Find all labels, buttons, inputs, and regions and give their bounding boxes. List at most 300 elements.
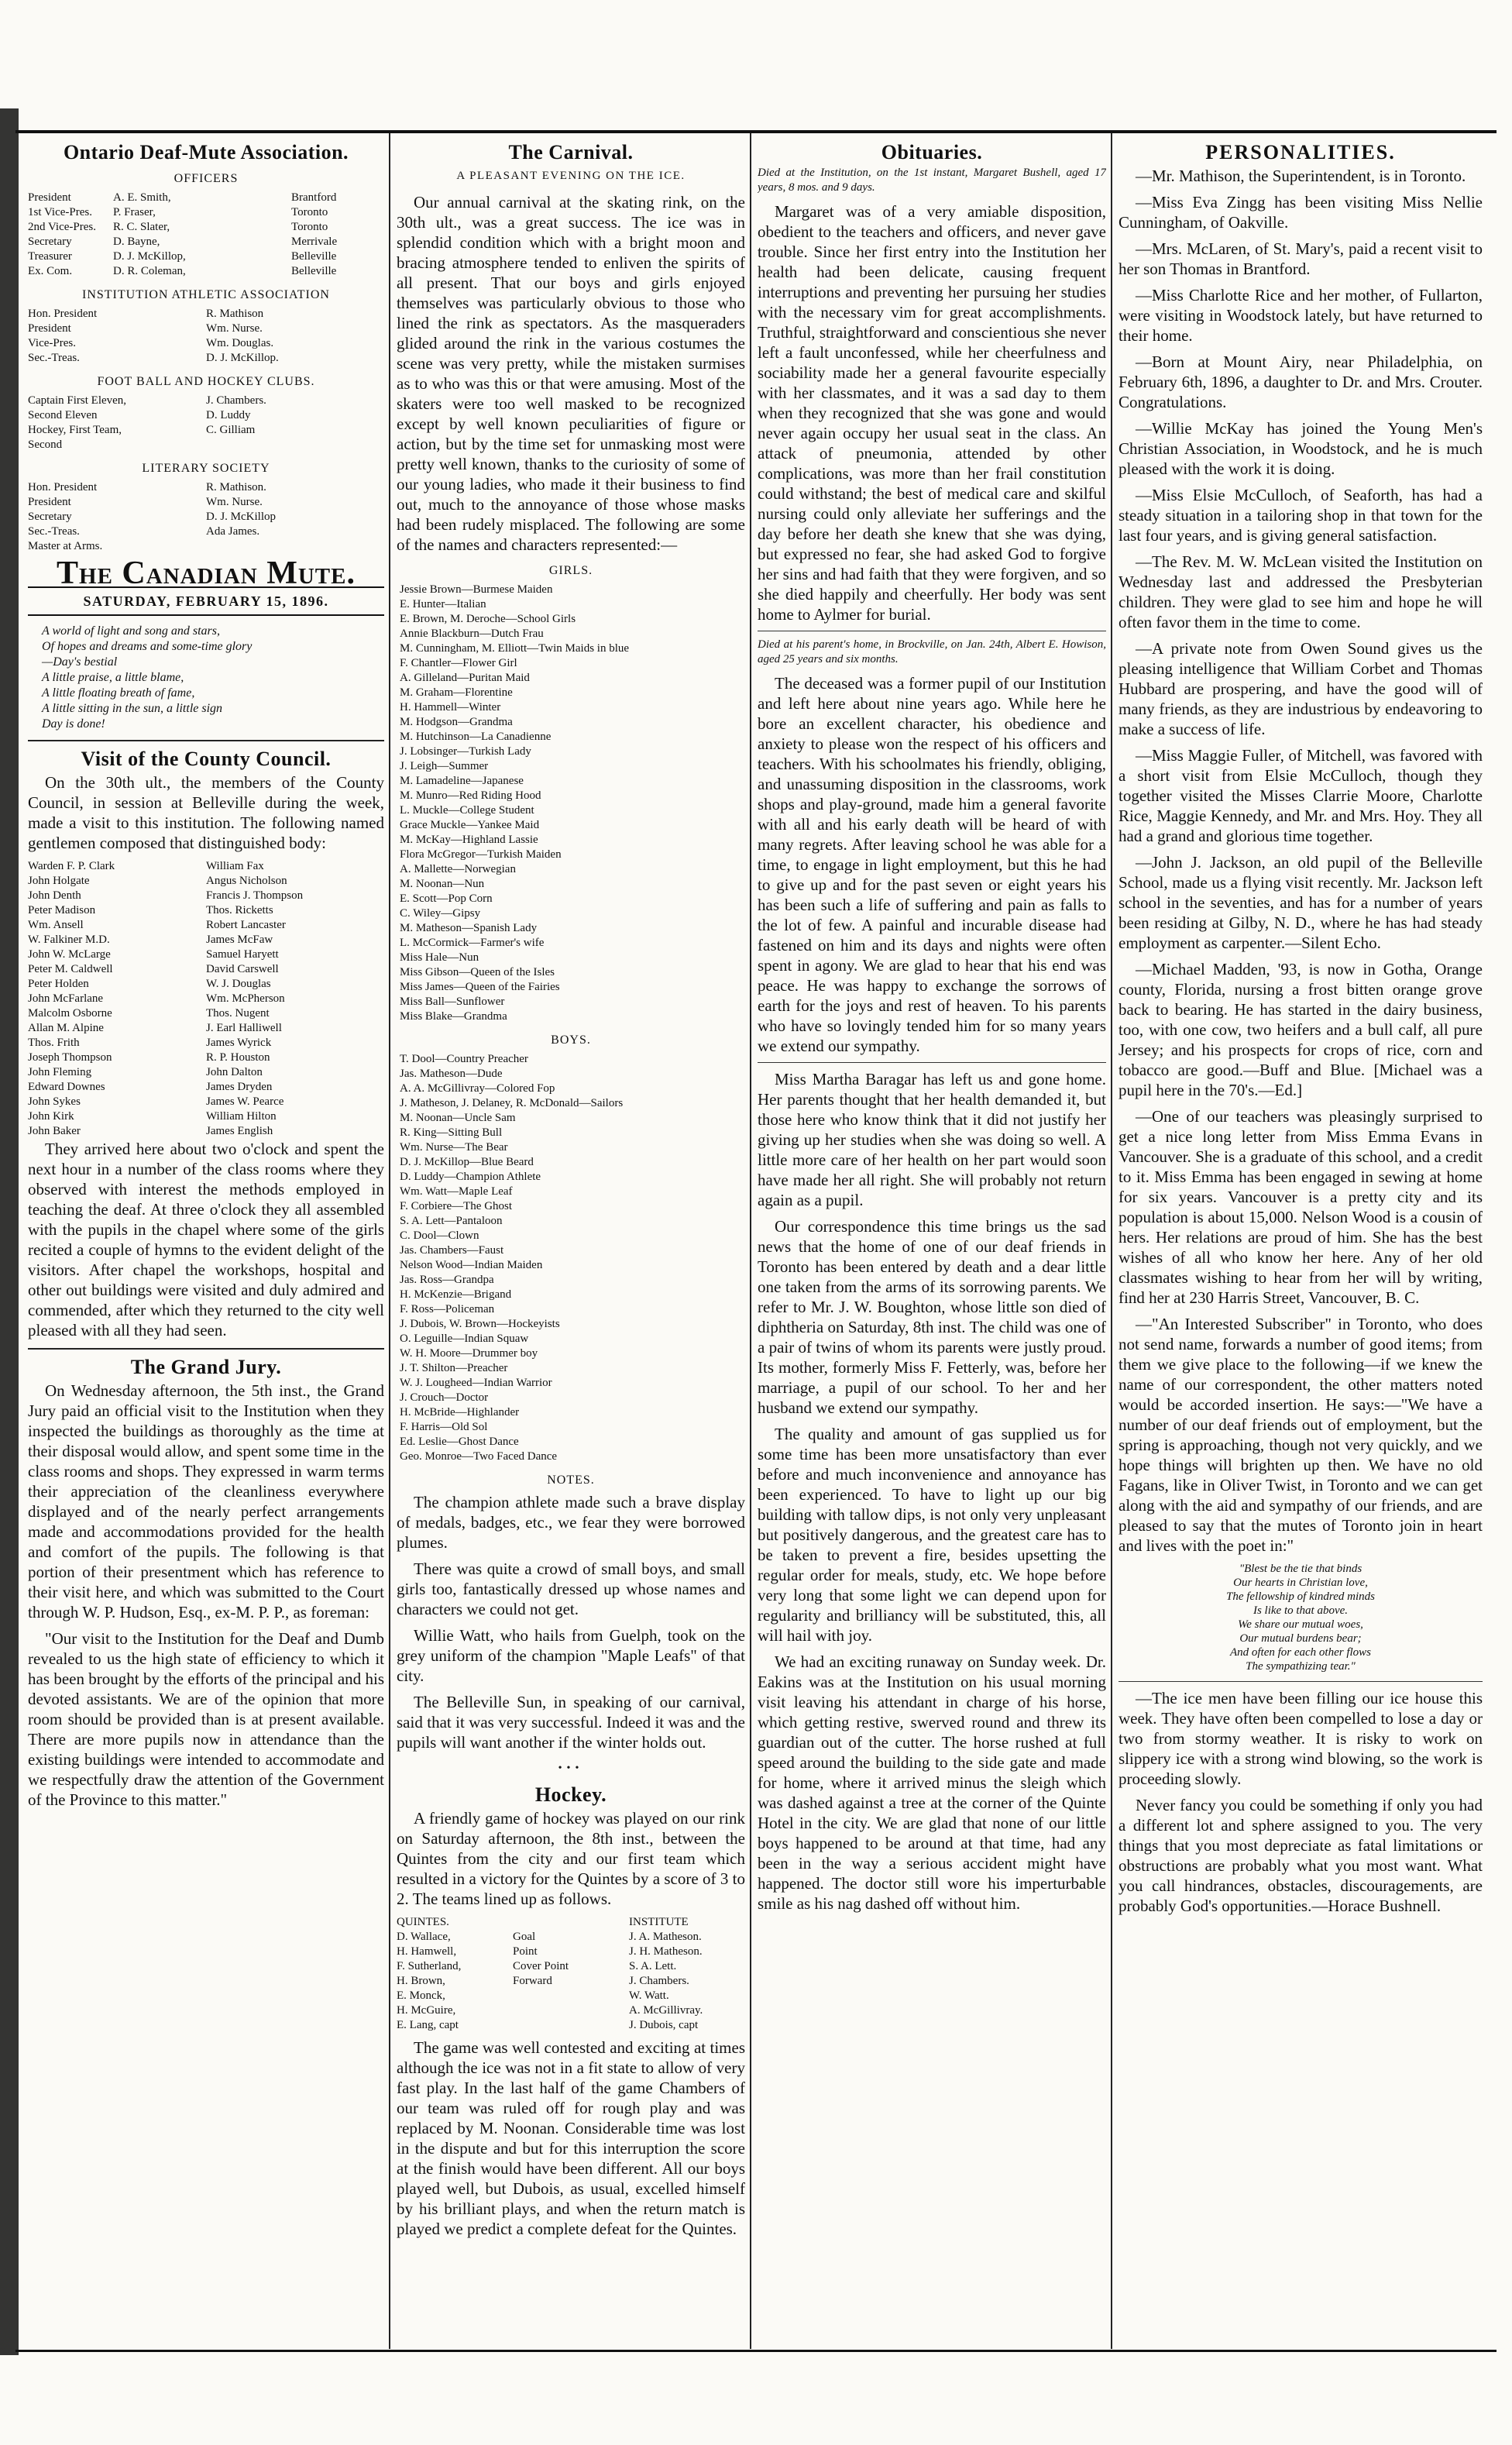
councillor-name: William Fax <box>206 860 264 872</box>
personal-item: —Miss Charlotte Rice and her mother, of Fullarton, were visiting in Woodstock lately, but have returned to their home. <box>1119 286 1483 345</box>
clubs-role: Captain First Eleven, <box>28 394 127 407</box>
councillor-name: Samuel Haryett <box>206 948 279 961</box>
councillor-name: Thos. Nugent <box>206 1007 270 1020</box>
costume-entry: H. McKenzie—Brigand <box>400 1288 512 1301</box>
councillor-row <box>28 947 384 962</box>
team-cell: J. Chambers. <box>629 1975 689 1987</box>
divider <box>1119 1681 1483 1682</box>
costume-entry: F. Corbiere—The Ghost <box>400 1200 513 1212</box>
councillor-row <box>28 933 384 947</box>
athletic-name: D. J. McKillop. <box>206 352 279 364</box>
team-cell: E. Lang, capt <box>397 2019 459 2031</box>
athletic-name: R. Mathison <box>206 308 264 320</box>
costume-entry: W. J. Lougheed—Indian Warrior <box>400 1377 552 1389</box>
clubs-role: Second <box>28 438 63 451</box>
costume-entry: Jas. Chambers—Faust <box>400 1244 504 1257</box>
costume-entry: Miss James—Queen of the Fairies <box>400 981 560 993</box>
top-rule <box>15 130 1497 133</box>
team-row <box>397 2003 745 2018</box>
literary-role: President <box>28 496 71 508</box>
bottom-rule <box>15 2350 1497 2352</box>
athletic-name: Wm. Nurse. <box>206 322 263 335</box>
councillor-row <box>28 962 384 977</box>
athletic-row <box>28 322 384 336</box>
jury-paragraph: On Wednesday afternoon, the 5th inst., the Grand Jury paid an official visit to the Institution when they inspected the buildings as thoroughly as the time at their disposal would allow, and spent some time in the class rooms and shops. They expressed in warm terms their appreciation of the cleanliness everywhere displayed and of the nearly perfect arrangements made and accommodations provided for the health and comfort of the pupils. The following is that portion of their presentment which has reference to their visit here, and which was submitted to the Court through W. P. Hudson, Esq., ex-M. P. P., as foreman: <box>28 1381 384 1621</box>
news-paragraph: The quality and amount of gas supplied us for some time has been more unsatisfactory than ever before and much inconvenience and annoyance has been experienced. To have to light up our big building with tallow dips, is not only very unpleasant but positively dangerous, and the greatest care has to be taken to prevent a fire, besides upsetting the regular order for meals, study, etc. We hope before very long that some light we can depend upon for regularity and brilliancy will be substituted, this, all will hail with joy. <box>758 1425 1106 1645</box>
councillor-name: John Baker <box>28 1125 81 1137</box>
dateline: SATURDAY, FEBRUARY 15, 1896. <box>28 586 384 616</box>
personalities-list <box>1119 166 1483 1556</box>
councillor-name: Wm. Ansell <box>28 919 84 931</box>
costume-entry: E. Hunter—Italian <box>400 598 486 610</box>
costume-entry: Geo. Monroe—Two Faced Dance <box>400 1450 558 1463</box>
team-row <box>397 1945 745 1959</box>
officer-role: President <box>28 191 71 204</box>
costume-entry: H. McBride—Highlander <box>400 1406 520 1419</box>
girls-label: GIRLS. <box>548 564 593 577</box>
masthead: The Canadian Mute. <box>57 555 356 591</box>
notes-label: NOTES. <box>547 1474 595 1487</box>
costume-entry: J. Leigh—Summer <box>400 760 489 772</box>
visit-paragraph: On the 30th ult., the members of the County Council, in session at Belleville during the week, made a visit to this institution. The following named gentlemen composed that distinguished body: <box>28 773 384 852</box>
athletic-role: Sec.-Treas. <box>28 352 80 364</box>
costume-entry: T. Dool—Country Preacher <box>400 1053 528 1065</box>
team-cell: A. McGillivray. <box>629 2004 703 2017</box>
costume-entry: F. Ross—Policeman <box>400 1303 495 1315</box>
councillor-name: Wm. McPherson <box>206 992 285 1005</box>
poem-line: We share our mutual woes, <box>1238 1618 1363 1631</box>
jury-title: The Grand Jury. <box>130 1356 282 1378</box>
obituary-paragraph: The deceased was a former pupil of our Institution and left here about nine years ago. While here he bore an excellent character, his obedience and anxiety to please won the respect of his officers and teachers. With his schoolmates his friendly, obliging, and unassuming disposition in the classrooms, work shops and play-ground, made him a general favorite with all and his early death will be heard of with many regrets. After leaving school he was able for a time, to engage in light employment, but this he had to give up and for the past seven or eight years his has been such a life of suffering and pain as falls to the lot of few. A painful and incurable disease had fastened on him and its days and nights were often spent in agony. We are glad to hear that his end was peace. He was happy to exchange the sorrows of earth for the joys and rest of heaven. To his parents who have so lovingly tended him for so many years we extend our sympathy. <box>758 674 1106 1055</box>
councillor-name: Warden F. P. Clark <box>28 860 115 872</box>
councillor-row <box>28 1006 384 1021</box>
personal-item: —Mr. Mathison, the Superintendent, is in Toronto. <box>1136 167 1466 185</box>
team-cell: H. Brown, <box>397 1975 445 1987</box>
poem-line: Our hearts in Christian love, <box>1233 1577 1368 1589</box>
personal-item: —One of our teachers was pleasingly surprised to get a nice long letter from Miss Emma Evans in Vancouver. She is a graduate of this school, and a credit to it. Miss Emma has been engaged in sewing at home for six years. Vancouver is a pretty city and its population is about 15,000. Nelson Wood is a cousin of hers. Her relations are proud of him. She has the best wishes of all who know her here. Any of her old classmates wishing to hear from her will by writing, find her at 230 Harris Street, Vancouver, B. C. <box>1119 1107 1483 1307</box>
divider <box>758 1062 1106 1063</box>
masthead-poem <box>42 624 384 732</box>
clubs-role: Second Eleven <box>28 409 98 421</box>
councillor-name: Peter M. Caldwell <box>28 963 113 975</box>
poem-line: The sympathizing tear." <box>1246 1660 1356 1673</box>
councillor-name: William Hilton <box>206 1110 277 1123</box>
team-cell: W. Watt. <box>629 1989 669 2002</box>
poem-line: Day is done! <box>42 717 105 731</box>
costume-entry: F. Harris—Old Sol <box>400 1421 488 1433</box>
councillor-name: John Sykes <box>28 1095 81 1108</box>
poem-line: Our mutual burdens bear; <box>1239 1632 1362 1645</box>
officer-role: Treasurer <box>28 250 72 263</box>
note-paragraph: Willie Watt, who hails from Guelph, took on the grey uniform of the champion "Maple Leafs" of that city. <box>397 1626 745 1685</box>
clubs-list <box>28 394 384 452</box>
officer-row <box>28 235 384 249</box>
death-notice: Died at the Institution, on the 1st instant, Margaret Bushell, aged 17 years, 8 mos. and 9 days. <box>758 167 1106 194</box>
councillor-row <box>28 1095 384 1109</box>
costume-entry: M. Noonan—Nun <box>400 878 485 890</box>
officer-place: Toronto <box>291 221 328 233</box>
literary-role: Hon. President <box>28 481 98 493</box>
costume-entry: M. Lamadeline—Japanese <box>400 775 524 787</box>
poem-line: A world of light and song and stars, <box>42 624 220 638</box>
carnival-subtitle: A PLEASANT EVENING ON THE ICE. <box>456 170 686 182</box>
costume-entry: Jessie Brown—Burmese Maiden <box>400 583 553 596</box>
costume-entry: Flora McGregor—Turkish Maiden <box>400 848 562 861</box>
councillor-name: Joseph Thompson <box>28 1051 112 1064</box>
costume-entry: D. Luddy—Champion Athlete <box>400 1171 541 1183</box>
clubs-name: D. Luddy <box>206 409 251 421</box>
councillor-name: Thos. Frith <box>28 1037 80 1049</box>
team-cell <box>513 2003 629 2018</box>
personal-item: —Miss Eva Zingg has been visiting Miss Nellie Cunningham, of Oakville. <box>1119 193 1483 232</box>
costume-entry: Grace Muckle—Yankee Maid <box>400 819 540 831</box>
costume-entry: Jas. Matheson—Dude <box>400 1068 503 1080</box>
clubs-name <box>206 438 384 452</box>
clubs-row <box>28 408 384 423</box>
councillor-name: Malcolm Osborne <box>28 1007 112 1020</box>
hymn-poem <box>1119 1562 1483 1673</box>
team-cell: Goal <box>513 1931 536 1943</box>
team-cell: Forward <box>513 1975 552 1987</box>
team-header-row <box>397 1915 745 1930</box>
news-paragraph: Miss Martha Baragar has left us and gone home. Her parents thought that her health demanded it, but those here who know think that it did not justify her giving up her studies when she was doing so well. A little more care of her health on her part would soon have made her all right. She will probably not return again as a pupil. <box>758 1070 1106 1209</box>
costume-entry: E. Scott—Pop Corn <box>400 892 493 905</box>
officer-place: Toronto <box>291 206 328 218</box>
obituary-paragraph: Margaret was of a very amiable disposition, obedient to the teachers and officers, and never gave trouble. Since her first entry into the Institution her health had been delicate, causing frequent interruptions and preventing her pursuing her studies with the necessary vim for great accomplishments. Truthful, straightforward and conscientious she never left a fault unconfessed, while her cheerfulness and sociability made her a general favourite especially with her classmates, and it was a sad day to them when they recognized that she was gone and would never again occupy her usual seat in the class. An attack of pneumonia, attended by other complications, was more than her frail constitution could withstand; the best of medical care and skilful nursing could only alleviate her sufferings and the day before her death she knew that she was dying, but expressed no fear, she had asked God to forgive her sins and had faith that they were forgiven, and so she died happily and cheerfully. Her body was sent home to Aylmer for burial. <box>758 202 1106 624</box>
councillor-row <box>28 1124 384 1139</box>
councillor-name: John Kirk <box>28 1110 74 1123</box>
costume-entry: M. Munro—Red Riding Hood <box>400 789 541 802</box>
councillor-row <box>28 1109 384 1124</box>
costume-entry: F. Chantler—Flower Girl <box>400 657 517 669</box>
officer-place: Belleville <box>291 250 337 263</box>
athletic-row <box>28 336 384 351</box>
column-4 <box>1119 138 1483 2346</box>
costume-entry: S. A. Lett—Pantaloon <box>400 1215 503 1227</box>
councillor-name: R. P. Houston <box>206 1051 270 1064</box>
personal-item: —Mrs. McLaren, of St. Mary's, paid a recent visit to her son Thomas in Brantford. <box>1119 239 1483 278</box>
athletic-row <box>28 351 384 366</box>
councillor-row <box>28 918 384 933</box>
councillor-name: W. J. Douglas <box>206 978 271 990</box>
personal-item: —Miss Maggie Fuller, of Mitchell, was favored with a short visit from Elsie McCulloch, though they together visited the Misses Clarrie Moore, Charlotte Rice, Maggie Kennedy, and Mr. and Mrs. Hoy. They all had a grand and glorious time together. <box>1119 746 1483 845</box>
costume-entry: M. Noonan—Uncle Sam <box>400 1112 516 1124</box>
clubs-role: Hockey, First Team, <box>28 424 122 436</box>
team-cell: J. Dubois, capt <box>629 2019 699 2031</box>
column-3 <box>758 138 1106 2346</box>
column-rule <box>1111 133 1112 2349</box>
literary-name: R. Mathison. <box>206 481 266 493</box>
councillor-name: Francis J. Thompson <box>206 889 304 902</box>
clubs-row <box>28 423 384 438</box>
councillor-name: John Dalton <box>206 1066 263 1078</box>
personal-item: —Willie McKay has joined the Young Men's Christian Association, in Woodstock, and he is much pleased with the work it is doing. <box>1119 419 1483 478</box>
literary-name: D. J. McKillop <box>206 511 276 523</box>
visit-paragraph: They arrived here about two o'clock and spent the next hour in a number of the class rooms where they observed with interest the methods employed in teaching the deaf. At three o'clock they all assembled with the pupils in the chapel where some of the girls recited a couple of hymns to the evident delight of the visitors. After chapel the workshops, hospital and other out buildings were visited and duly admired and commended, after which they returned to the city well pleased with all they had seen. <box>28 1140 384 1339</box>
officer-row <box>28 264 384 279</box>
athletic-role: Hon. President <box>28 308 98 320</box>
costume-entry: Wm. Watt—Maple Leaf <box>400 1185 513 1198</box>
literary-role: Sec.-Treas. <box>28 525 80 538</box>
officer-row <box>28 220 384 235</box>
girls-list <box>400 583 745 1024</box>
officer-role: Secretary <box>28 236 72 248</box>
literary-row <box>28 480 384 495</box>
closing-paragraph: Never fancy you could be something if only you had a different lot and sphere assigned to you. The very things that you most depreciate as fatal limitations or obstructions are probably what you most want. What you call hindrances, obstacles, discouragements, are probably God's opportunities.—Horace Bushnell. <box>1119 1796 1483 1915</box>
carnival-title: The Carnival. <box>508 141 634 163</box>
ice-paragraph: —The ice men have been filling our ice house this week. They have often been compelled to lose a day or two from stormy weather. It is risky to work on slippery ice with a strong wind blowing, so the work is proceeding slowly. <box>1119 1689 1483 1788</box>
councillor-name: Robert Lancaster <box>206 919 286 931</box>
poem-line: Of hopes and dreams and some-time glory <box>42 640 253 653</box>
divider <box>28 740 384 741</box>
athletic-title: INSTITUTION ATHLETIC ASSOCIATION <box>82 288 330 301</box>
clubs-name: C. Gilliam <box>206 424 256 436</box>
officer-name: D. J. McKillop, <box>113 250 186 263</box>
councillor-row <box>28 1051 384 1065</box>
column-rule <box>750 133 751 2349</box>
literary-role: Master at Arms. <box>28 540 103 552</box>
costume-entry: R. King—Sitting Bull <box>400 1126 503 1139</box>
carnival-paragraph: Our annual carnival at the skating rink, on the 30th ult., was a great success. The ice was in splendid condition which with a bright moon and bracing atmosphere tended to enliven the spirits of all present. That our boys and girls enjoyed themselves was particularly obvious to those who lined the rink as spectators. As the masqueraders glided around the rink in the various costumes the scene was very pretty, while the mistaken surmises as to who was this or that were amusing. Most of the skaters were too well masked to be recognized except by well known peculiarities of figure or action, but by the time set for unmasking most were pretty well known, thanks to the curiosity of some of our young ladies, who made it their business to find out, much to the annoyance of those whose masks had been rudely misplaced. The following are some of the names and characters represented:— <box>397 193 745 554</box>
literary-title: LITERARY SOCIETY <box>142 462 270 475</box>
team-cell: J. H. Matheson. <box>629 1945 703 1958</box>
officer-role: Ex. Com. <box>28 265 73 277</box>
officer-role: 2nd Vice-Pres. <box>28 221 96 233</box>
literary-row <box>28 510 384 524</box>
hockey-title: Hockey. <box>534 1783 607 1806</box>
costume-entry: M. Graham—Florentine <box>400 686 513 699</box>
costume-entry: J. Dubois, W. Brown—Hockeyists <box>400 1318 560 1330</box>
officer-name: D. R. Coleman, <box>113 265 186 277</box>
costume-entry: M. Matheson—Spanish Lady <box>400 922 538 934</box>
hockey-paragraph: The game was well contested and exciting at times although the ice was not in a fit state to allow of very fast play. In the last half of the game Chambers of our team was ruled off for rough play and was replaced by M. Noonan. Considerable time was lost in the dispute and but for this interruption the score at the finish would have been different. All our boys played well, but Dubois, as usual, excelled himself by his brilliant plays, and when the return match is played we predict a complete defeat for the Quintes. <box>397 2038 745 2238</box>
councillor-name: Peter Holden <box>28 978 89 990</box>
costume-entry: M. Cunningham, M. Elliott—Twin Maids in blue <box>400 642 630 655</box>
team-row <box>397 2018 745 2033</box>
poem-line: A little sitting in the sun, a little sign <box>42 702 223 715</box>
athletic-role: President <box>28 322 71 335</box>
personal-item: —Born at Mount Airy, near Philadelphia, on February 6th, 1896, a daughter to Dr. and Mrs. Crouter. Congratulations. <box>1119 352 1483 411</box>
literary-row <box>28 539 384 554</box>
councillor-name: Peter Madison <box>28 904 96 916</box>
clubs-name: J. Chambers. <box>206 394 266 407</box>
costume-entry: C. Wiley—Gipsy <box>400 907 481 920</box>
costume-entry: Miss Ball—Sunflower <box>400 996 505 1008</box>
councillor-name: J. Earl Halliwell <box>206 1022 282 1034</box>
costume-entry: Jas. Ross—Grandpa <box>400 1274 494 1286</box>
costume-entry: O. Leguille—Indian Squaw <box>400 1333 529 1345</box>
team-cell <box>513 2018 629 2033</box>
councillor-row <box>28 889 384 903</box>
councillor-name: W. Falkiner M.D. <box>28 934 110 946</box>
literary-name <box>206 539 384 554</box>
personal-item: —John J. Jackson, an old pupil of the Belleville School, made us a flying visit recently. Mr. Jackson left school in the seventies, and has for a number of years been residing at Gilby, N. D., where he has had steady employment as carpenter.—Silent Echo. <box>1119 853 1483 952</box>
costume-entry: J. Lobsinger—Turkish Lady <box>400 745 531 758</box>
costume-entry: A. Mallette—Norwegian <box>400 863 516 875</box>
costume-entry: J. T. Shilton—Preacher <box>400 1362 508 1374</box>
poem-line: Is like to that above. <box>1253 1604 1349 1617</box>
column-2 <box>397 138 745 2346</box>
team-row <box>397 1989 745 2003</box>
personal-item: —The Rev. M. W. McLean visited the Institution on Wednesday last and addressed the Presbyterian children. They were glad to see him and hope he will often favor them in the time to come. <box>1119 552 1483 631</box>
column-rule <box>389 133 390 2349</box>
councillor-name: James W. Pearce <box>206 1095 284 1108</box>
team-lineup <box>397 1915 745 2033</box>
personal-item: —A private note from Owen Sound gives us the pleasing intelligence that William Corbet and Thomas Hubbard are prospering, and have the good will of many friends, as they are industrious by endeavoring to make a success of life. <box>1119 639 1483 738</box>
team-cell: J. A. Matheson. <box>629 1931 702 1943</box>
costume-entry: L. Muckle—College Student <box>400 804 534 817</box>
costume-entry: Miss Hale—Nun <box>400 951 479 964</box>
literary-list <box>28 480 384 554</box>
athletic-list <box>28 307 384 366</box>
costume-entry: Miss Blake—Grandma <box>400 1010 507 1023</box>
officer-row <box>28 191 384 205</box>
councillor-name: John Holgate <box>28 875 90 887</box>
team-cell <box>513 1989 629 2003</box>
councillor-row <box>28 977 384 992</box>
boys-label: BOYS. <box>551 1033 591 1047</box>
costume-entry: A. A. McGillivray—Colored Fop <box>400 1082 555 1095</box>
team-header: INSTITUTE <box>629 1916 689 1928</box>
costume-entry: H. Hammell—Winter <box>400 701 501 714</box>
councillor-name: James McFaw <box>206 934 273 946</box>
councillor-row <box>28 1065 384 1080</box>
officer-name: R. C. Slater, <box>113 221 170 233</box>
athletic-name: Wm. Douglas. <box>206 337 274 349</box>
councillor-row <box>28 992 384 1006</box>
officer-place: Belleville <box>291 265 337 277</box>
news-paragraph: Our correspondence this time brings us the sad news that the home of one of our deaf friends in Toronto has been entered by death and a dear little one taken from the arms of its sorrowing parents. We refer to Mr. J. W. Boughton, whose little son died of diphtheria on Saturday, 8th inst. The child was one of a pair of twins of whom its parents were justly proud. Its mother, formerly Miss F. Fetterly, was, before her marriage, a pupil of our school. To her and her husband we extend our sympathy. <box>758 1217 1106 1417</box>
councillor-name: David Carswell <box>206 963 279 975</box>
team-cell: H. Hamwell, <box>397 1945 457 1958</box>
costume-entry: L. McCormick—Farmer's wife <box>400 937 545 949</box>
councillor-name: John Denth <box>28 889 81 902</box>
costume-entry: Nelson Wood—Indian Maiden <box>400 1259 543 1271</box>
poem-line: —Day's bestial <box>42 655 118 669</box>
divider <box>28 1348 384 1350</box>
costume-entry: W. H. Moore—Drummer boy <box>400 1347 538 1360</box>
team-header: QUINTES. <box>397 1916 449 1928</box>
councillor-name: Allan M. Alpine <box>28 1022 104 1034</box>
team-cell: H. McGuire, <box>397 2004 456 2017</box>
councillor-name: John McFarlane <box>28 992 104 1005</box>
team-cell: E. Monck, <box>397 1989 445 2002</box>
athletic-row <box>28 307 384 322</box>
costume-entry: E. Brown, M. Deroche—School Girls <box>400 613 576 625</box>
poem-line: The fellowship of kindred minds <box>1226 1590 1375 1603</box>
poem-line: A little praise, a little blame, <box>42 671 184 684</box>
literary-row <box>28 524 384 539</box>
councillor-name: John Fleming <box>28 1066 92 1078</box>
personal-item: —"An Interested Subscriber" in Toronto, who does not send name, forwards a number of good items; from them we give place to the following—if we knew the name of our correspondent, the other matters noted would be accorded insertion. He says:—"We have a number of our deaf friends out of employment, but the spring is approaching, though not very quickly, and we hope things will brighten up then. We have no old Fagans, like in Oliver Twist, in Toronto and we can get along with the aid and sympathy of our friends, and are pleased to say that the mutes of Toronto join in heart and lives with the poet in:" <box>1119 1315 1483 1555</box>
officer-role: 1st Vice-Pres. <box>28 206 92 218</box>
literary-name: Ada James. <box>206 525 260 538</box>
boys-list <box>400 1052 745 1464</box>
councillors-list <box>28 859 384 1139</box>
costume-entry: M. Hodgson—Grandma <box>400 716 513 728</box>
literary-name: Wm. Nurse. <box>206 496 263 508</box>
literary-role: Secretary <box>28 511 72 523</box>
news-paragraph: We had an exciting runaway on Sunday week. Dr. Eakins was at the Institution on his usual morning visit leaving his attendant in charge of his horse, which getting restive, swerved round and threw its guardian out of the cutter. The horse rushed at full speed around the building to the side gate and made for home, where it arrived minus the sleigh which was dashed against a tree at the corner of the Quinte Hotel in the city. We are glad that none of our little boys happened to be around at that time, had any been in the way a serious accident might have happened. The doctor still wore his imperturbable smile as his nag dashed off without him. <box>758 1652 1106 1913</box>
costume-entry: M. McKay—Highland Lassie <box>400 834 538 846</box>
officer-row <box>28 249 384 264</box>
costume-entry: J. Crouch—Doctor <box>400 1391 489 1404</box>
officer-place: Merrivale <box>291 236 338 248</box>
association-title: Ontario Deaf-Mute Association. <box>63 141 349 163</box>
officer-name: P. Fraser, <box>113 206 156 218</box>
team-cell: D. Wallace, <box>397 1931 451 1943</box>
clubs-row <box>28 438 384 452</box>
costume-entry: Wm. Nurse—The Bear <box>400 1141 508 1154</box>
hockey-paragraph: A friendly game of hockey was played on our rink on Saturday afternoon, the 8th inst., between the Quintes from the city and our first team which resulted in a victory for the Quintes by a score of 3 to 2. The teams lined up as follows. <box>397 1809 745 1908</box>
councillor-name: Angus Nicholson <box>206 875 287 887</box>
poem-line: "Blest be the tie that binds <box>1239 1563 1363 1575</box>
literary-row <box>28 495 384 510</box>
clubs-row <box>28 394 384 408</box>
costume-entry: Annie Blackburn—Dutch Frau <box>400 628 544 640</box>
obituaries-title: Obituaries. <box>881 141 983 163</box>
councillor-name: Thos. Ricketts <box>206 904 273 916</box>
column-1 <box>28 138 384 2346</box>
costume-entry: A. Gilleland—Puritan Maid <box>400 672 530 684</box>
councillor-row <box>28 874 384 889</box>
councillor-name: James Wyrick <box>206 1037 272 1049</box>
costume-entry: D. J. McKillop—Blue Beard <box>400 1156 534 1168</box>
poem-line: A little floating breath of fame, <box>42 686 195 700</box>
councillor-row <box>28 903 384 918</box>
councillor-row <box>28 859 384 874</box>
councillor-name: John W. McLarge <box>28 948 111 961</box>
officer-row <box>28 205 384 220</box>
councillor-row <box>28 1080 384 1095</box>
scan-edge <box>0 108 19 2355</box>
costume-entry: M. Hutchinson—La Canadienne <box>400 731 552 743</box>
death-notice: Died at his parent's home, in Brockville, on Jan. 24th, Albert E. Howison, aged 25 years and six months. <box>758 638 1106 665</box>
officer-name: A. E. Smith, <box>113 191 171 204</box>
team-cell: S. A. Lett. <box>629 1960 677 1972</box>
team-row <box>397 1959 745 1974</box>
officers-label: OFFICERS <box>174 172 239 185</box>
councillor-name: James Dryden <box>206 1081 273 1093</box>
councillor-name: Edward Downes <box>28 1081 105 1093</box>
team-cell: Point <box>513 1945 538 1958</box>
poem-line: And often for each other flows <box>1229 1646 1372 1659</box>
visit-title: Visit of the County Council. <box>81 748 332 770</box>
officer-place: Brantford <box>291 191 337 204</box>
costume-entry: J. Matheson, J. Delaney, R. McDonald—Sailors <box>400 1097 624 1109</box>
personal-item: —Michael Madden, '93, is now in Gotha, Orange county, Florida, nursing a frost bitten orange grove back to bearing. He has started in the dairy business, too, with one cow, two heifers and a bull calf, all pure Jersey; and his prospects for crops of rice, corn and tobacco are good.—Buff and Blue. [Michael was a pupil here in the 70's.—Ed.] <box>1119 960 1483 1099</box>
clubs-title: FOOT BALL AND HOCKEY CLUBS. <box>97 375 315 388</box>
team-cell: F. Sutherland, <box>397 1960 462 1972</box>
personal-item: —Miss Elsie McCulloch, of Seaforth, has had a steady situation in a tailoring shop in that town for the last four years, and is giving general satisfaction. <box>1119 486 1483 545</box>
councillor-row <box>28 1036 384 1051</box>
note-paragraph: There was quite a crowd of small boys, and small girls too, fantastically dressed up whose names and characters we could not get. <box>397 1560 745 1618</box>
athletic-role: Vice-Pres. <box>28 337 76 349</box>
note-paragraph: The Belleville Sun, in speaking of our carnival, said that it was very successful. Indeed it was and the pupils will want another if the winter holds out. <box>397 1693 745 1752</box>
jury-paragraph: "Our visit to the Institution for the Deaf and Dumb revealed to us the high state of efficiency to which it has been brought by the efforts of the principal and his devoted assistants. We are of the opinion that more room should be provided than is at present available. There are more pupils now in attendance than the existing buildings were intended to accommodate and we respectfully draw the attention of the Government of the Province to this matter." <box>28 1629 384 1809</box>
team-cell: Cover Point <box>513 1960 569 1972</box>
officer-name: D. Bayne, <box>113 236 160 248</box>
personalities-title: PERSONALITIES. <box>1205 141 1396 163</box>
costume-entry: Ed. Leslie—Ghost Dance <box>400 1436 519 1448</box>
note-paragraph: The champion athlete made such a brave display of medals, badges, etc., we fear they were borrowed plumes. <box>397 1493 745 1552</box>
costume-entry: C. Dool—Clown <box>400 1229 479 1242</box>
councillor-name: James English <box>206 1125 273 1137</box>
team-row <box>397 1974 745 1989</box>
team-row <box>397 1930 745 1945</box>
officers-list <box>28 191 384 279</box>
team-header <box>513 1915 629 1930</box>
